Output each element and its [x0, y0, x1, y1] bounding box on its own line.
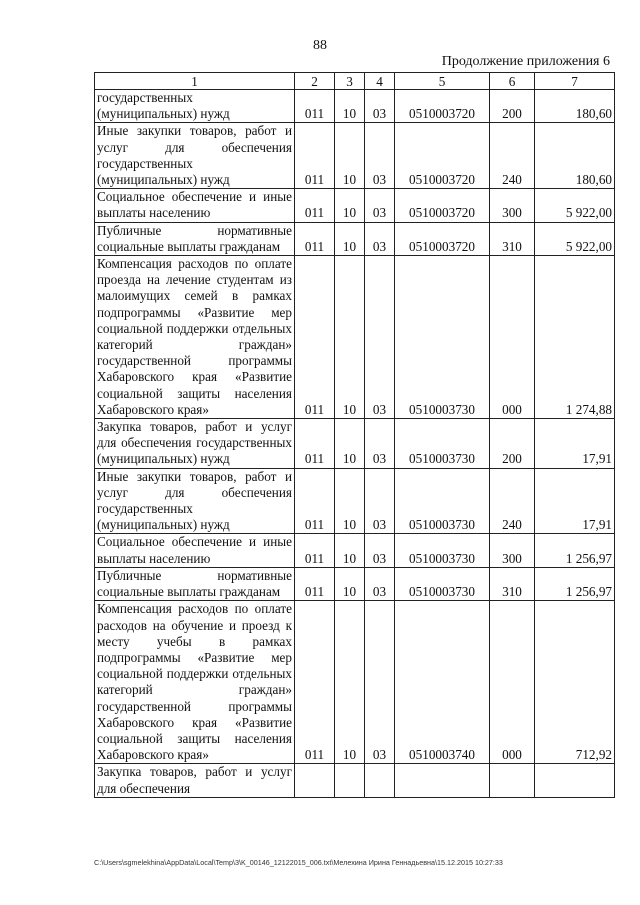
expense-type-code: 240	[490, 468, 535, 534]
target-article-code: 0510003720	[395, 222, 490, 255]
ministry-code: 011	[295, 256, 335, 419]
continuation-label: Продолжение приложения 6	[441, 54, 610, 69]
expense-type-code: 200	[490, 90, 535, 123]
amount: 17,91	[535, 468, 615, 534]
ministry-code: 011	[295, 534, 335, 567]
table-row	[95, 256, 615, 419]
expense-type-code: 310	[490, 222, 535, 255]
section-code: 10	[335, 123, 365, 189]
target-article-code: 0510003720	[395, 189, 490, 222]
target-article-code: 0510003730	[395, 567, 490, 600]
table-row	[95, 419, 615, 469]
column-header: 7	[535, 73, 615, 90]
amount: 1 256,97	[535, 567, 615, 600]
table-row	[95, 468, 615, 534]
ministry-code: 011	[295, 222, 335, 255]
subsection-code: 03	[365, 419, 395, 469]
expense-type-code: 310	[490, 567, 535, 600]
ministry-code	[295, 764, 335, 797]
subsection-code: 03	[365, 222, 395, 255]
target-article-code: 0510003720	[395, 123, 490, 189]
subsection-code: 03	[365, 601, 395, 764]
amount	[535, 764, 615, 797]
ministry-code: 011	[295, 189, 335, 222]
subsection-code: 03	[365, 189, 395, 222]
subsection-code: 03	[365, 534, 395, 567]
expense-type-code: 300	[490, 189, 535, 222]
expense-type-code: 000	[490, 601, 535, 764]
row-name: Закупка товаров, работ и услуг для обеспечения государственных (муниципальных) нужд	[95, 419, 295, 469]
section-code: 10	[335, 468, 365, 534]
subsection-code: 03	[365, 567, 395, 600]
amount: 180,60	[535, 123, 615, 189]
row-name: Закупка товаров, работ и услуг для обеспечения	[95, 764, 295, 797]
row-name: Иные закупки товаров, работ и услуг для обеспечения государственных (муниципальных) нужд	[95, 123, 295, 189]
table-header-row	[95, 73, 615, 90]
table-row	[95, 534, 615, 567]
ministry-code: 011	[295, 601, 335, 764]
amount: 5 922,00	[535, 189, 615, 222]
ministry-code: 011	[295, 468, 335, 534]
row-name: Публичные нормативные социальные выплаты гражданам	[95, 222, 295, 255]
column-header: 5	[395, 73, 490, 90]
budget-table	[94, 72, 615, 798]
subsection-code: 03	[365, 468, 395, 534]
table-row	[95, 601, 615, 764]
section-code: 10	[335, 256, 365, 419]
column-header: 3	[335, 73, 365, 90]
subsection-code: 03	[365, 256, 395, 419]
subsection-code	[365, 764, 395, 797]
amount: 712,92	[535, 601, 615, 764]
section-code	[335, 764, 365, 797]
row-name: Компенсация расходов по оплате проезда на лечение студентам из малоимущих семей в рамках подпрограммы «Развитие мер социальной поддержки отдельных категорий граждан» государственной программы Хабаровского края «Развитие социальной защиты населения Хабаровского края»	[95, 256, 295, 419]
row-name: Социальное обеспечение и иные выплаты населению	[95, 534, 295, 567]
target-article-code: 0510003730	[395, 468, 490, 534]
expense-type-code: 300	[490, 534, 535, 567]
target-article-code	[395, 764, 490, 797]
expense-type-code: 000	[490, 256, 535, 419]
amount: 1 256,97	[535, 534, 615, 567]
row-name: Компенсация расходов по оплате расходов на обучение и проезд к месту учебы в рамках подпрограммы «Развитие мер социальной поддержки отдельных категорий граждан» государственной программы Хабаровского края «Развитие социальной защиты населения Хабаровского края»	[95, 601, 295, 764]
target-article-code: 0510003740	[395, 601, 490, 764]
section-code: 10	[335, 222, 365, 255]
section-code: 10	[335, 90, 365, 123]
subsection-code: 03	[365, 90, 395, 123]
expense-type-code: 240	[490, 123, 535, 189]
table-row	[95, 189, 615, 222]
section-code: 10	[335, 419, 365, 469]
target-article-code: 0510003730	[395, 534, 490, 567]
section-code: 10	[335, 567, 365, 600]
table-row	[95, 90, 615, 123]
footer-file-path: C:\Users\sgmelekhina\AppData\Local\Temp\3\K_00146_12122015_006.txt\Мелехина Ирина Геннадьевна\15.12.2015 10:27:33	[94, 858, 503, 867]
section-code: 10	[335, 601, 365, 764]
target-article-code: 0510003730	[395, 256, 490, 419]
target-article-code: 0510003730	[395, 419, 490, 469]
ministry-code: 011	[295, 419, 335, 469]
table-row	[95, 123, 615, 189]
row-name: Иные закупки товаров, работ и услуг для обеспечения государственных (муниципальных) нужд	[95, 468, 295, 534]
amount: 17,91	[535, 419, 615, 469]
expense-type-code: 200	[490, 419, 535, 469]
subsection-code: 03	[365, 123, 395, 189]
ministry-code: 011	[295, 90, 335, 123]
amount: 1 274,88	[535, 256, 615, 419]
ministry-code: 011	[295, 567, 335, 600]
expense-type-code	[490, 764, 535, 797]
page-number: 88	[313, 38, 327, 53]
table-row	[95, 764, 615, 797]
column-header: 4	[365, 73, 395, 90]
column-header: 6	[490, 73, 535, 90]
column-header: 2	[295, 73, 335, 90]
column-header: 1	[95, 73, 295, 90]
target-article-code: 0510003720	[395, 90, 490, 123]
amount: 180,60	[535, 90, 615, 123]
ministry-code: 011	[295, 123, 335, 189]
table-row	[95, 222, 615, 255]
section-code: 10	[335, 189, 365, 222]
amount: 5 922,00	[535, 222, 615, 255]
row-name: государственных (муниципальных) нужд	[95, 90, 295, 123]
row-name: Социальное обеспечение и иные выплаты населению	[95, 189, 295, 222]
row-name: Публичные нормативные социальные выплаты гражданам	[95, 567, 295, 600]
section-code: 10	[335, 534, 365, 567]
table-row	[95, 567, 615, 600]
